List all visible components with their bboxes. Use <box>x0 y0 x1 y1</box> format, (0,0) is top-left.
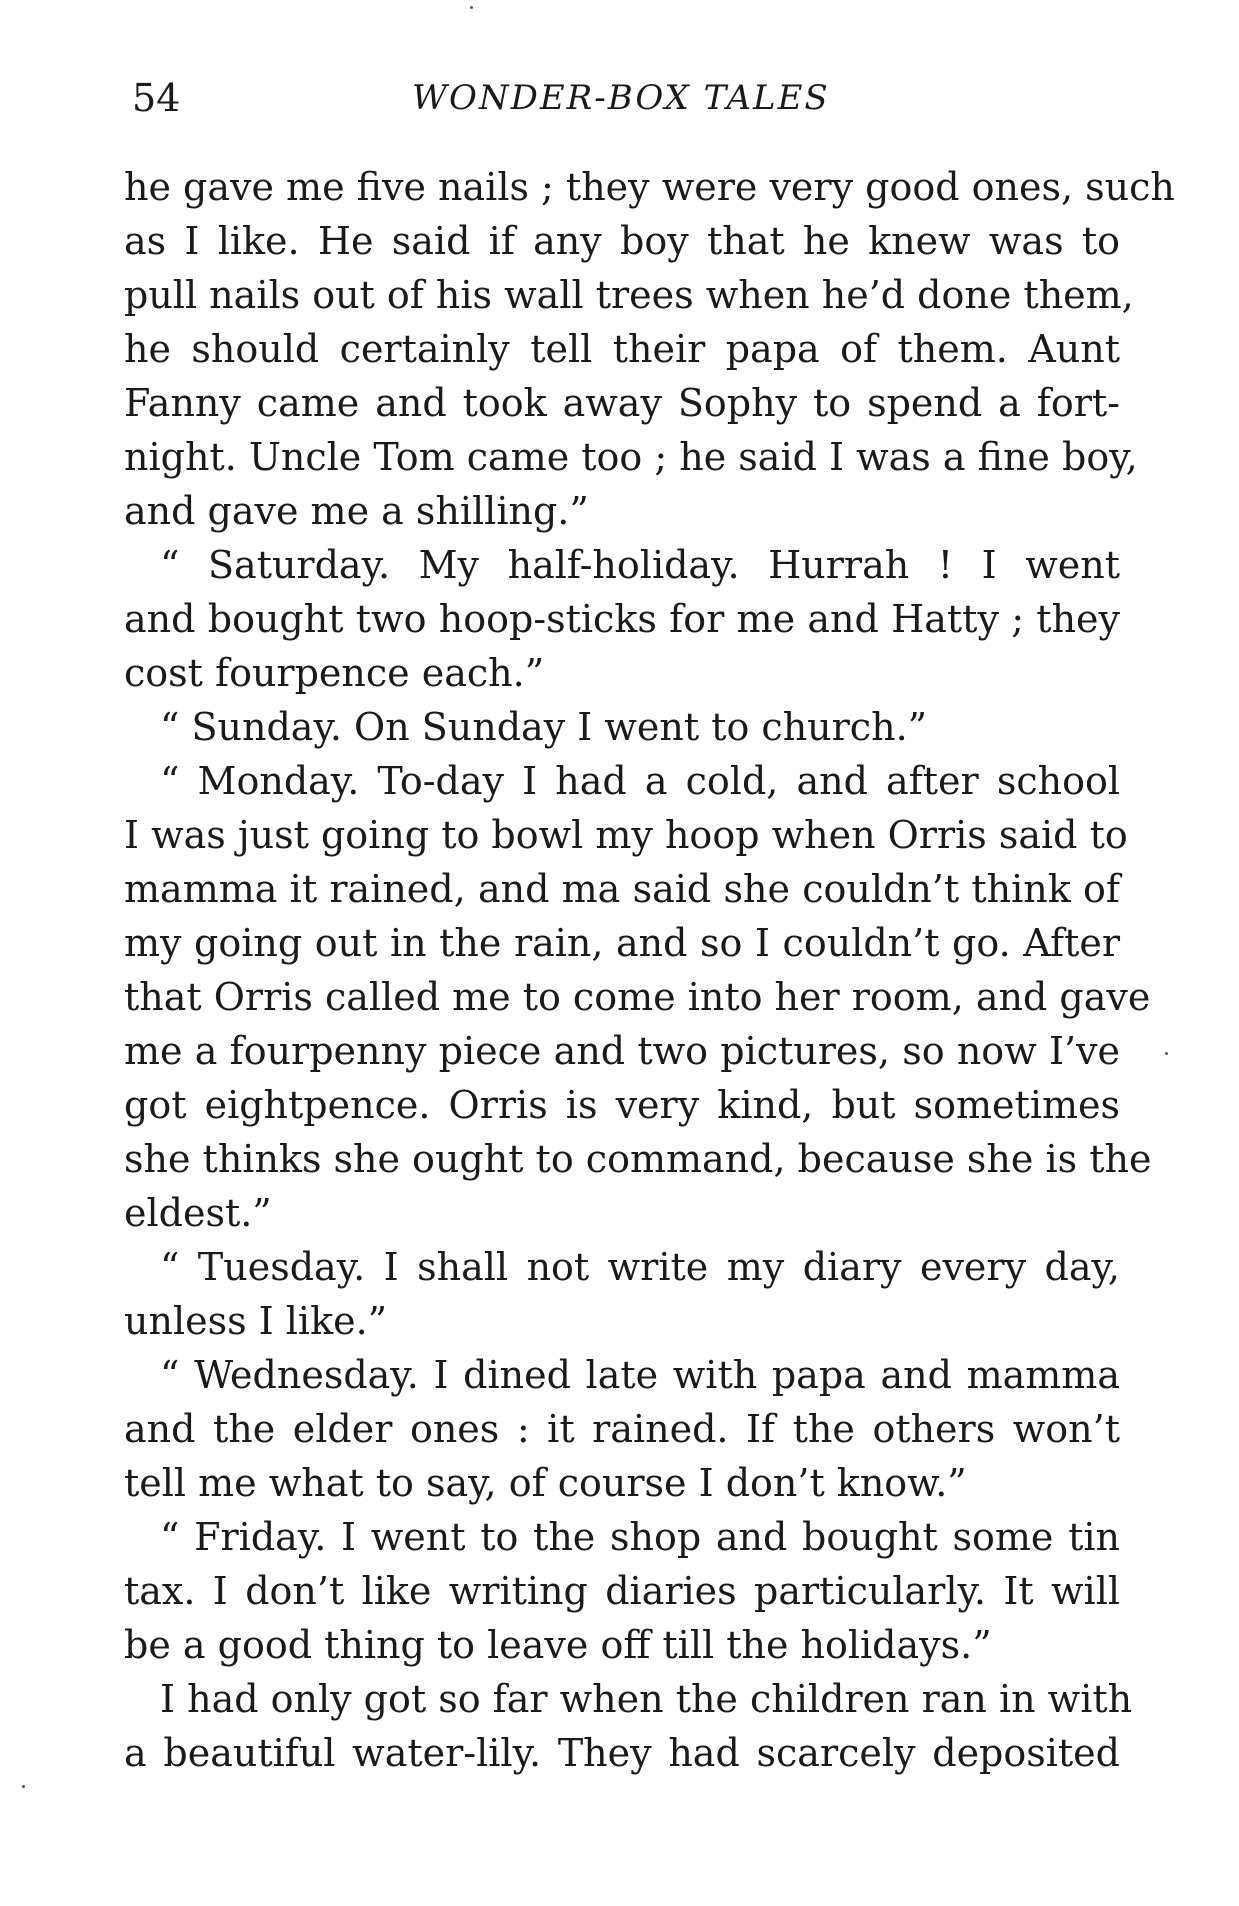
paper-speck <box>1165 1052 1168 1055</box>
paper-speck <box>470 6 473 9</box>
text-line: that Orris called me to come into her room, and gave <box>124 975 1151 1019</box>
text-line: and the elder ones : it rained. If the others won’t <box>124 1407 1120 1451</box>
text-line: cost fourpence each.” <box>124 651 545 695</box>
paper-speck <box>22 1785 25 1788</box>
text-line: eldest.” <box>124 1191 272 1235</box>
text-line: “ Sunday. On Sunday I went to church.” <box>160 705 928 749</box>
text-line: and gave me a shilling.” <box>124 489 589 533</box>
text-line: as I like. He said if any boy that he knew was to <box>124 219 1120 263</box>
page-header <box>132 76 1122 126</box>
text-line: “ Tuesday. I shall not write my diary every day, <box>160 1245 1120 1289</box>
text-line: a beautiful water-lily. They had scarcely deposited <box>124 1731 1120 1775</box>
text-line: “ Saturday. My half-holiday. Hurrah ! I went <box>160 543 1120 587</box>
text-line: tax. I don’t like writing diaries particularly. It will <box>124 1569 1120 1613</box>
text-line: mamma it rained, and ma said she couldn’t think of <box>124 867 1120 911</box>
text-line: tell me what to say, of course I don’t know.” <box>124 1461 967 1505</box>
text-line: I had only got so far when the children ran in with <box>160 1677 1133 1721</box>
text-line: night. Uncle Tom came too ; he said I was a fine boy, <box>124 435 1138 479</box>
text-line: pull nails out of his wall trees when he’d done them, <box>124 273 1134 317</box>
text-line: and bought two hoop-sticks for me and Hatty ; they <box>124 597 1120 641</box>
text-line: “ Wednesday. I dined late with papa and mamma <box>160 1353 1120 1397</box>
text-line: got eightpence. Orris is very kind, but sometimes <box>124 1083 1120 1127</box>
text-line: Fanny came and took away Sophy to spend a fort- <box>124 381 1120 425</box>
text-line: be a good thing to leave off till the holidays.” <box>124 1623 992 1667</box>
text-line: me a fourpenny piece and two pictures, so now I’ve <box>124 1029 1120 1073</box>
text-line: he gave me five nails ; they were very good ones, such <box>124 165 1175 209</box>
body-text <box>124 160 1175 1780</box>
text-line: “ Friday. I went to the shop and bought some tin <box>160 1515 1120 1559</box>
running-title: WONDER-BOX TALES <box>412 78 830 118</box>
page-number: 54 <box>132 76 181 120</box>
text-line: she thinks she ought to command, because she is the <box>124 1137 1152 1181</box>
text-line: I was just going to bowl my hoop when Orris said to <box>124 813 1128 857</box>
text-line: my going out in the rain, and so I couldn’t go. After <box>124 921 1120 965</box>
text-line: unless I like.” <box>124 1299 388 1343</box>
text-line: he should certainly tell their papa of them. Aunt <box>124 327 1120 371</box>
text-line: “ Monday. To-day I had a cold, and after school <box>160 759 1120 803</box>
